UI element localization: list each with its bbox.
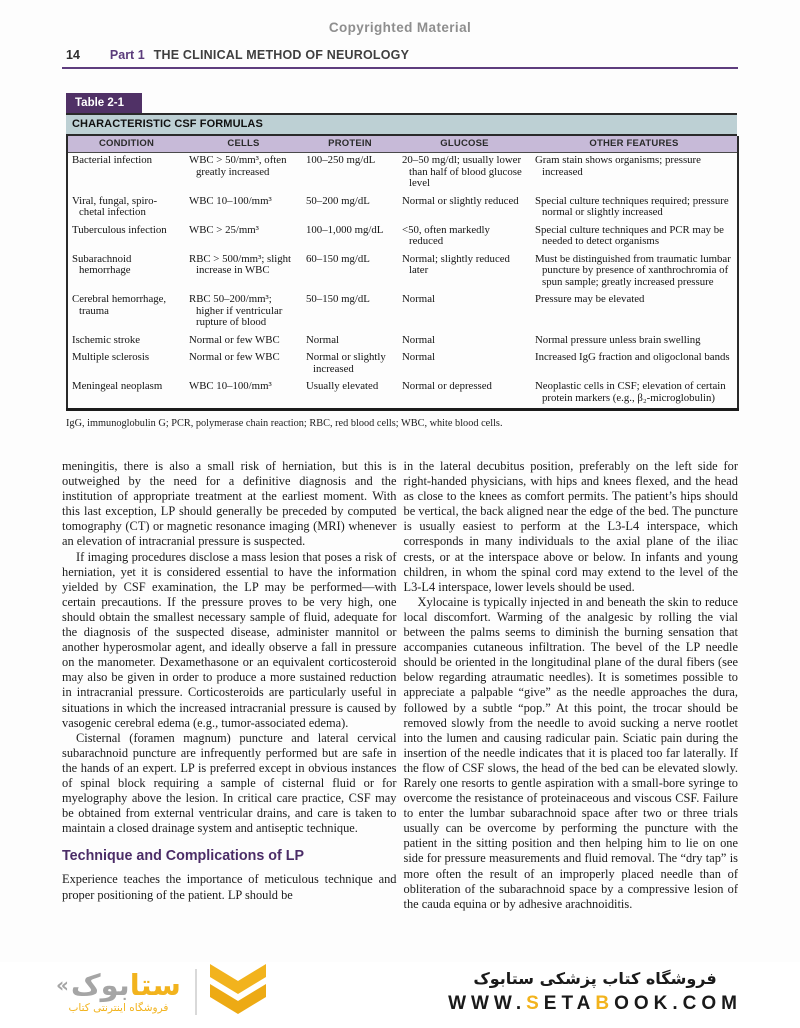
cell-cells: WBC 10–100/mm³ — [189, 194, 272, 207]
column-header-cells: CELLS — [185, 136, 302, 153]
paragraph: Xylocaine is typically injected in and beneath the skin to reduce local discomfort. Warming of the analgesic by rolling the vial between the palms seems to diminish the burning sensation that accompanies cutaneous infiltration. The bevel of the LP needle should be oriented in the longitudinal plane of the dural fibers (see below regarding atraumatic needles). It is sometimes possible to appreciate a palpable “give” as the needle approaches the dura, followed by a subtle “pop.” At this point, the trocar should be removed slowly from the needle to avoid sucking a nerve rootlet into the lumen and causing radicular pain. Sciatic pain during the insertion of the needle indicates that it is placed too far laterally. If the flow of CSF slows, the head of the bed can be elevated slowly. Rarely one resorts to gentle aspiration with a small-bore syringe to overcome the resistance of proteinaceous and viscous CSF. Failure to enter the lumbar subarachnoid space after two or three trials usually can be overcome by performing the puncture with the patient in the sitting position and then helping him to lie on one side for pressure measurements and fluid removal. The “dry tap” is more often the result of an improperly placed needle than of obliteration of the subarachnoid space by a compressive lesion of the cauda equina or by adhesive arachnoiditis. — [403, 594, 738, 911]
cell-glucose: Normal or slightly reduced — [402, 194, 519, 207]
watermark-footer — [0, 962, 800, 1028]
url-part: ETA — [543, 993, 596, 1014]
cell-cells: WBC > 50/mm³, often greatly increased — [189, 154, 287, 178]
page-header — [66, 48, 738, 62]
cell-protein: 60–150 mg/dL — [306, 252, 370, 265]
cell-glucose: <50, often markedly reduced — [402, 223, 490, 247]
url-part: OOK.COM — [614, 993, 742, 1014]
cell-protein: Usually elevated — [306, 380, 379, 392]
cell-condition: Bacterial infection — [72, 154, 153, 166]
cell-cells: RBC > 500/mm³; slight increase in WBC — [189, 252, 292, 276]
table-title: CHARACTERISTIC CSF FORMULAS — [66, 113, 737, 136]
cell-other: Pressure may be elevated — [535, 293, 645, 305]
column-header-condition: CONDITION — [67, 136, 185, 153]
cell-cells: WBC > 25/mm³ — [189, 223, 259, 236]
cell-glucose: Normal or depressed — [402, 380, 492, 392]
right-column — [404, 459, 739, 959]
logo-divider — [195, 969, 197, 1015]
cell-condition: Meningeal neoplasm — [72, 380, 163, 392]
cell-condition: Ischemic stroke — [72, 333, 141, 346]
cell-protein: Normal — [306, 333, 339, 346]
store-url — [448, 993, 742, 1015]
cell-other: Must be distinguished from traumatic lumbar puncture by presence of xanthrochromia of spun sample; greatly increased pressure — [535, 252, 731, 288]
cell-other: Special culture techniques required; pressure normal or slightly increased — [535, 194, 729, 218]
cell-other: Special culture techniques and PCR may be needed to detect organisms — [535, 223, 724, 247]
paragraph: in the lateral decubitus position, preferably on the left side for right-handed physicians, with hips and knees flexed, and the head as close to the knees as comfort permits. The patient’s hips should be vertical, the back aligned near the edge of the bed. The puncture is usually easiest to perform at the L3-L4 interspace, which corresponds in many individuals to the axial plane of the iliac crests, or at the interspace above or below. In infants and young children, in whom the spinal cord may extend to the level of the L3-L4 interspace, lower levels should be used. — [403, 459, 738, 594]
table-number-tab: Table 2-1 — [66, 93, 142, 113]
cell-cells: RBC 50–200/mm³; higher if ventricular rupture of blood — [189, 293, 283, 328]
column-header-protein: PROTEIN — [302, 136, 398, 153]
cell-cells: Normal or few WBC — [189, 351, 280, 363]
column-header-other: OTHER FEATURES — [531, 136, 738, 153]
page-number: 14 — [66, 48, 80, 62]
column-header-glucose: GLUCOSE — [398, 136, 531, 153]
cell-glucose: Normal — [402, 333, 435, 346]
paragraph: Experience teaches the importance of meticulous technique and proper positioning of the patient. LP should be — [62, 872, 397, 902]
cell-protein: 100–250 mg/dL — [306, 154, 376, 166]
table-row — [67, 292, 738, 333]
cell-glucose: 20–50 mg/dl; usually lower than half of blood glucose level — [402, 154, 522, 189]
table-row — [67, 194, 738, 223]
table-row — [67, 252, 738, 293]
table-row — [67, 153, 738, 194]
table-row — [67, 223, 738, 252]
cell-condition: Cerebral hemorrhage, trauma — [72, 293, 167, 317]
wordmark-gray-part: بوک — [70, 968, 130, 1002]
cell-protein: 50–150 mg/dL — [306, 293, 370, 305]
logo-tagline: فروشگاه اینترنتی کتاب — [68, 1002, 169, 1014]
table-header-row — [67, 136, 738, 153]
cell-other: Neoplastic cells in CSF; elevation of certain protein markers (e.g., β₂-microglobulin) — [535, 380, 726, 404]
left-column — [62, 459, 397, 959]
cell-glucose: Normal; slightly reduced later — [402, 252, 510, 276]
cell-other: Increased IgG fraction and oligoclonal bands — [535, 351, 730, 363]
part-title: THE CLINICAL METHOD OF NEUROLOGY — [153, 48, 410, 62]
article-body — [62, 459, 738, 959]
copyright-notice: Copyrighted Material — [328, 20, 472, 35]
cell-glucose: Normal — [402, 351, 435, 363]
table-row — [67, 379, 738, 410]
part-label: Part 1 — [109, 48, 145, 62]
paragraph: Cisternal (foramen magnum) puncture and lateral cervical subarachnoid puncture are infrequently performed but are safe in the hands of an expert. LP is preferred except in obvious instances of spinal block requiring a sample of cisternal fluid or for myelography above the lesion. In critical care practice, CSF may be obtained from external ventricular drains, and care is taken to maintain a closed drainage system and antiseptic technique. — [62, 730, 397, 836]
table-row — [67, 350, 738, 379]
setabook-logo — [56, 964, 267, 1021]
url-part-accent: S — [526, 993, 544, 1014]
cell-other: Gram stain shows organisms; pressure increased — [535, 154, 701, 178]
paragraph: meningitis, there is also a small risk of herniation, but this is outweighed by the need for a definitive diagnosis and the institution of appropriate treatment at the earliest moment. With this last exception, LP should generally be preceded by computed tomography (CT) or magnetic resonance imaging (MRI) whenever an elevation of intracranial pressure is suspected. — [62, 459, 397, 549]
chevron-logo-icon — [209, 964, 267, 1021]
guillemet-mark: « — [56, 973, 69, 997]
cell-cells: WBC 10–100/mm³ — [189, 380, 272, 392]
store-name-farsi: فروشگاه کتاب پزشکی ستابوک — [473, 969, 717, 988]
logo-wordmark — [56, 970, 181, 1000]
url-part-accent: B — [595, 993, 615, 1014]
header-rule — [62, 67, 738, 69]
csf-formulas-table — [66, 93, 737, 411]
cell-glucose: Normal — [402, 293, 435, 305]
cell-protein: 50–200 mg/dL — [306, 194, 370, 207]
cell-protein: 100–1,000 mg/dL — [306, 223, 384, 236]
bottom-fade — [62, 939, 738, 959]
cell-protein: Normal or slightly increased — [306, 351, 386, 375]
logo-wordmark-block — [56, 970, 181, 1014]
cell-cells: Normal or few WBC — [189, 333, 280, 346]
cell-condition: Subarachnoid hemorrhage — [72, 252, 132, 276]
cell-condition: Multiple sclerosis — [72, 351, 150, 363]
wordmark-yellow-part: ستا — [129, 968, 181, 1002]
table-grid — [66, 136, 739, 411]
cell-other: Normal pressure unless brain swelling — [535, 333, 701, 346]
section-heading: Technique and Complications of LP — [62, 848, 304, 865]
table-footnote: IgG, immunoglobulin G; PCR, polymerase chain reaction; RBC, red blood cells; WBC, white blood cells. — [66, 418, 503, 429]
cell-condition: Viral, fungal, spirochetal infection — [72, 194, 158, 218]
paragraph: If imaging procedures disclose a mass lesion that poses a risk of herniation, yet it is considered essential to have the information yielded by CSF examination, the LP may be performed—with certain precautions. If the pressure proves to be very high, one should obtain the smallest necessary sample of fluid, adequate for the diagnosis of the suspected disease, administer mannitol or another hyperosmolar agent, and ideally observe a fall in pressure on the manometer. Dexamethasone or an equivalent corticosteroid may also be given in order to produce a more sustained reduction in intracranial pressure. Corticosteroids are particularly useful in situations in which the increased intracranial pressure is caused by vasogenic cerebral edema (e.g., tumor-associated edema). — [62, 549, 397, 730]
store-text-block — [448, 969, 742, 1015]
table-row — [67, 333, 738, 351]
url-part: WWW. — [448, 993, 527, 1014]
cell-condition: Tuberculous infection — [72, 223, 167, 236]
